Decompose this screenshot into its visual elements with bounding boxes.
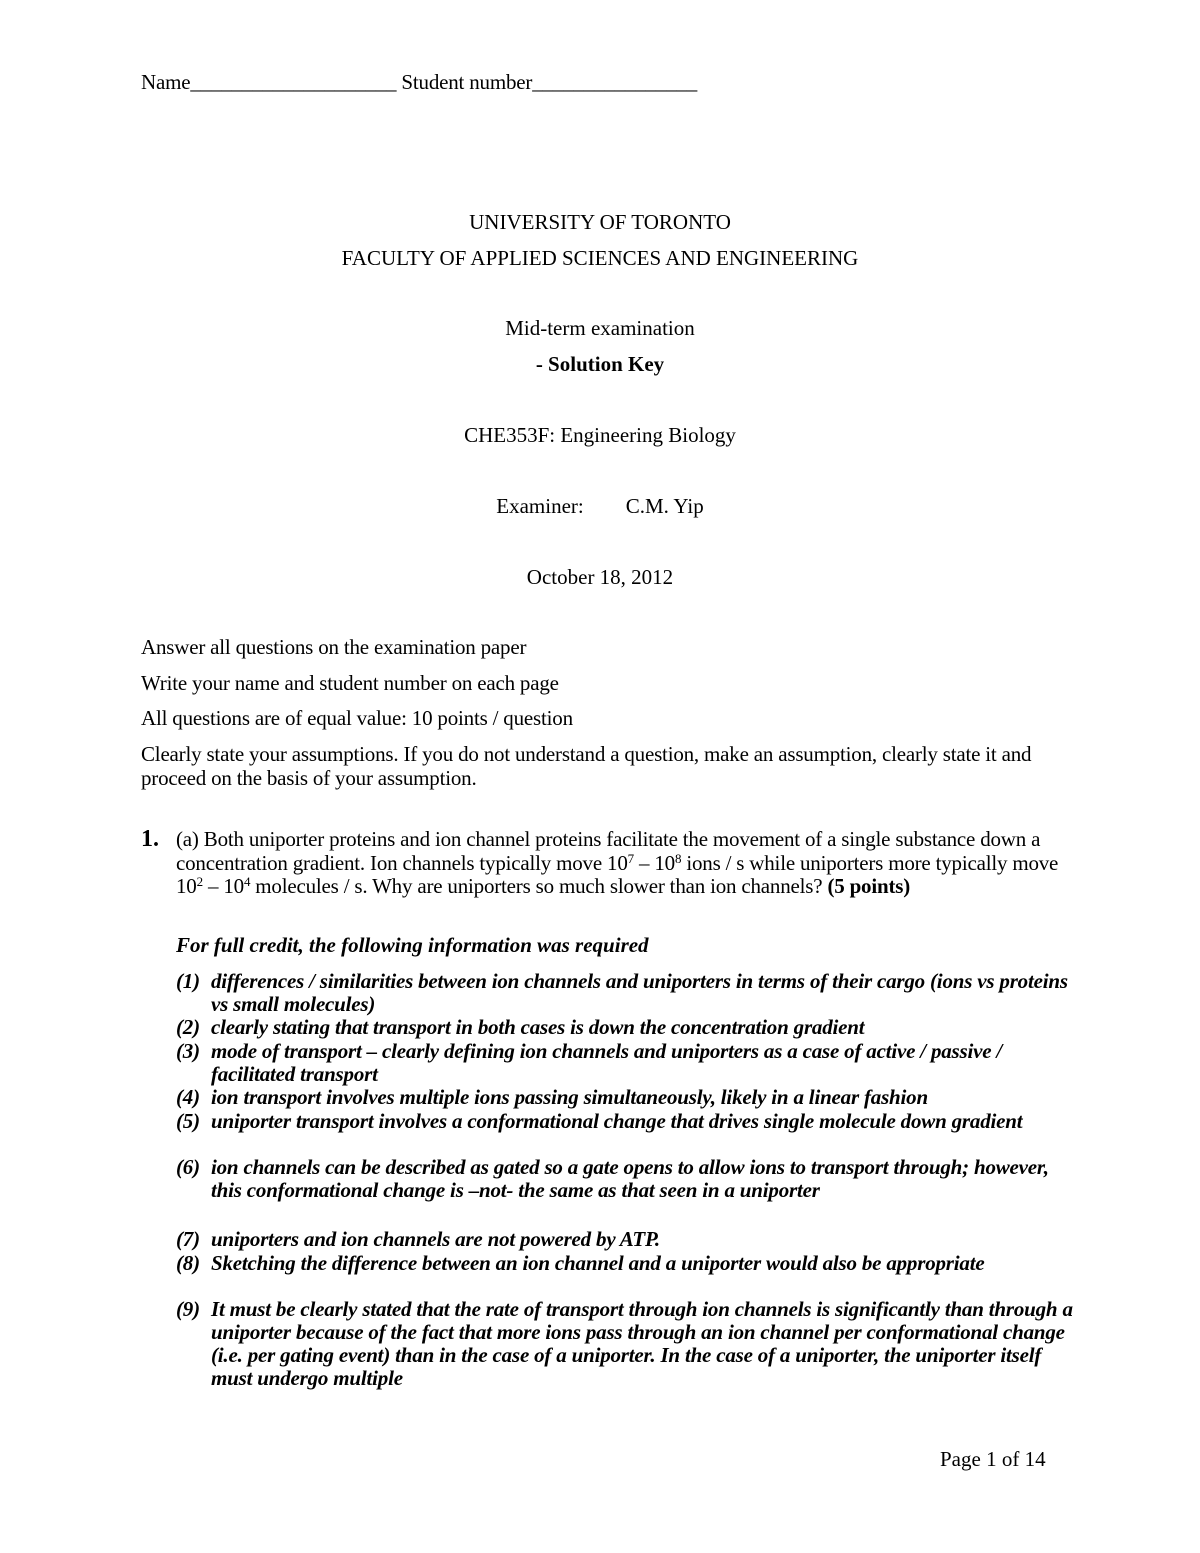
name-blank: ____________________ [190, 70, 397, 94]
faculty-title: FACULTY OF APPLIED SCIENCES AND ENGINEERING [341, 246, 859, 270]
answer-item: (4) ion transport involves multiple ions passing simultaneously, likely in a linear fashion [176, 1085, 928, 1109]
page-number: Page 1 of 14 [940, 1447, 1046, 1471]
credit-requirement: For full credit, the following information was required [176, 933, 649, 957]
examiner-line [0, 494, 1200, 519]
examiner-name: C.M. Yip [625, 494, 704, 518]
instruction-3: All questions are of equal value: 10 points / question [141, 706, 573, 730]
page-header [141, 70, 697, 95]
name-label: Name [141, 70, 191, 94]
answer-item: (1) differences / similarities between ion channels and uniporters in terms of their cargo (ions vs proteins vs small molecules) [176, 969, 1068, 1016]
answer-item: (5) uniporter transport involves a conformational change that drives single molecule down gradient [176, 1109, 1023, 1133]
answer-item: (7) uniporters and ion channels are not powered by ATP. [176, 1227, 660, 1251]
instruction-1: Answer all questions on the examination paper [141, 635, 527, 659]
answer-item: (2) clearly stating that transport in both cases is down the concentration gradient [176, 1015, 865, 1039]
student-number-label: Student number [401, 70, 533, 94]
question-1a-text: (a) Both uniporter proteins and ion channel proteins facilitate the movement of a single substance down a concentration gradient. Ion channels typically move $10^7 - 10^8$ ions / s while uniporters more typically move $10^2 - 10^4$ molecules / s. Why are uniporters so much slower than ion channels? (5 points) [176, 827, 1059, 898]
exam-type: Mid-term examination [505, 316, 695, 340]
answer-item: (3) mode of transport – clearly defining ion channels and uniporters as a case of active / passive / facilitated transport [176, 1039, 1003, 1086]
instruction-2: Write your name and student number on each page [141, 671, 559, 695]
answer-item: (8) Sketching the difference between an ion channel and a uniporter would also be appropriate [176, 1251, 985, 1275]
student-number-blank: ________________ [532, 70, 698, 94]
university-title: UNIVERSITY OF TORONTO [469, 210, 731, 234]
answer-item: (9) It must be clearly stated that the rate of transport through ion channels is significantly than through a uniporter because of the fact that more ions pass through an ion channel per conformational change (i.e. per gating event) than in the case of a uniporter. In the case of a uniporter, the uniporter itself must undergo multiple [176, 1297, 1073, 1390]
answer-item: (6) ion channels can be described as gated so a gate opens to allow ions to transport through; however, this conformational change is –not- the same as that seen in a uniporter [176, 1155, 1049, 1202]
instruction-4: Clearly state your assumptions. If you do not understand a question, make an assumption, clearly state it and proceed on the basis of your assumption. [141, 742, 1032, 790]
exam-date: October 18, 2012 [526, 565, 674, 589]
question-points: (5 points) [827, 874, 911, 898]
solution-key-title: - Solution Key [535, 352, 665, 376]
examiner-label: Examiner: [496, 494, 584, 518]
course-title: CHE353F: Engineering Biology [464, 423, 736, 447]
question-number: 1. [141, 826, 159, 852]
